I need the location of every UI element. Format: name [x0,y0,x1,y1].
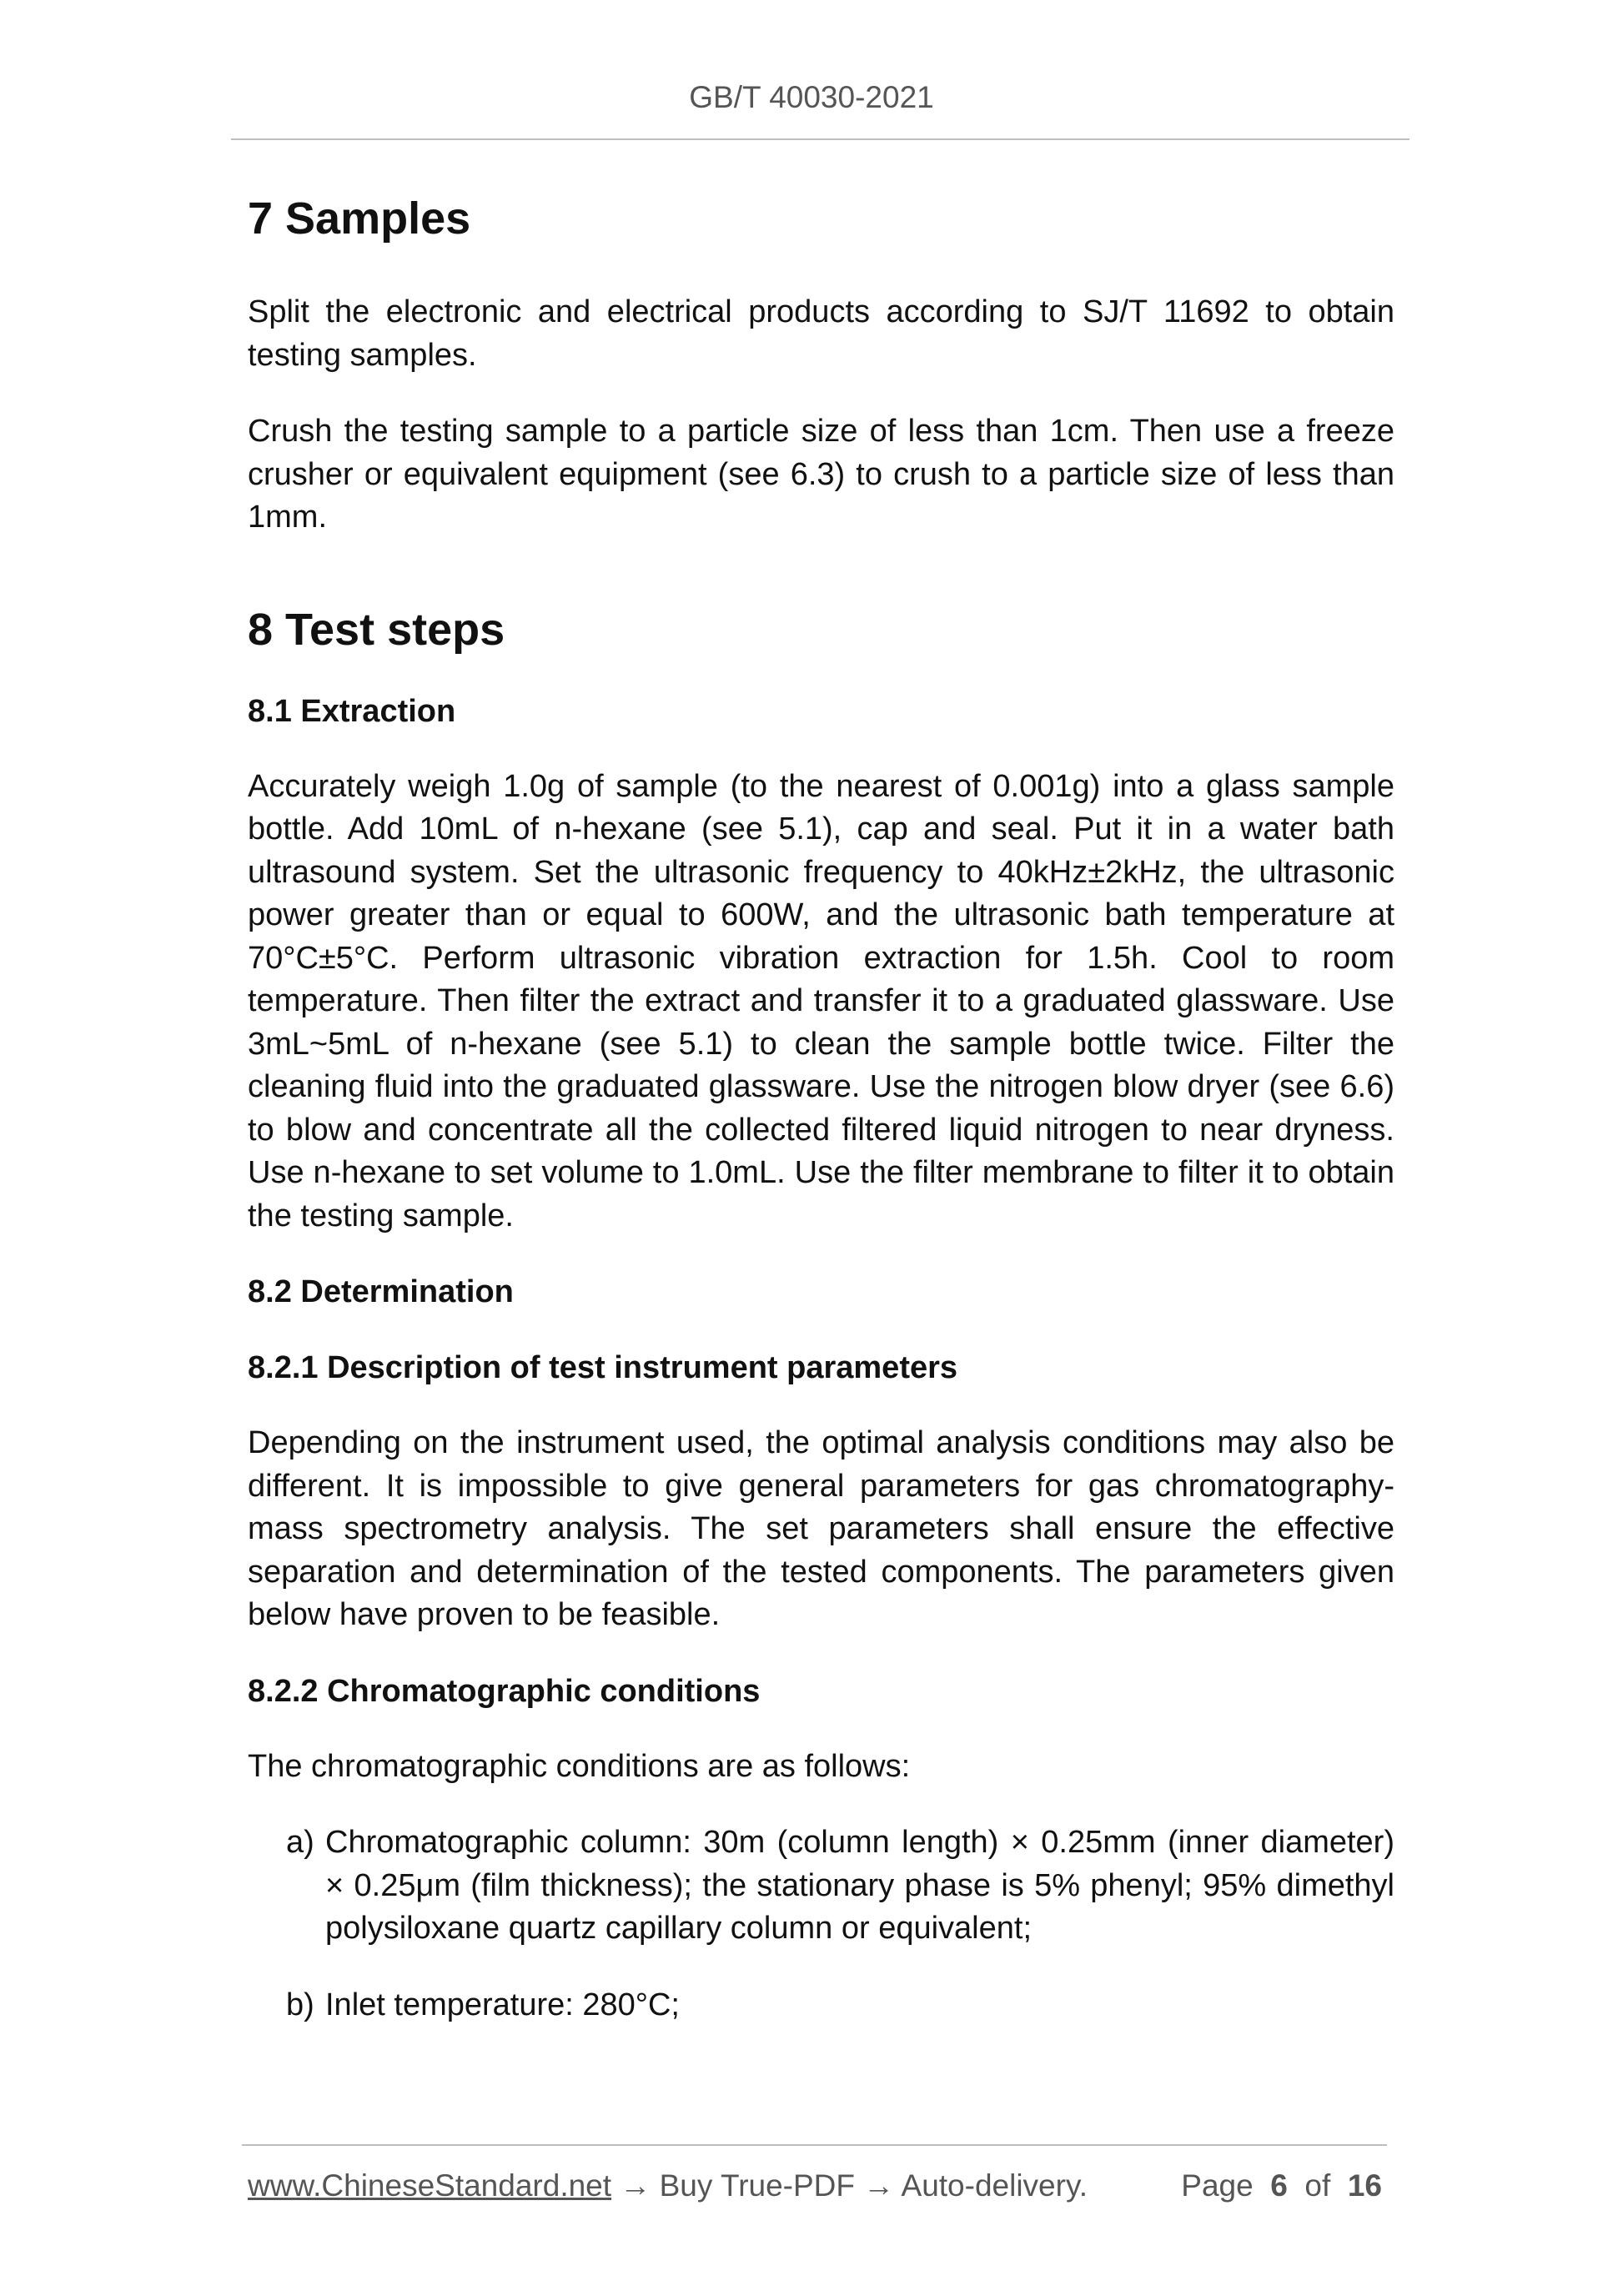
section-8-2-1-paragraph: Depending on the instrument used, the optimal analysis conditions may also be different. It is impossible to give general parameters for gas chromatography-mass spectrometry analysis. The set parameters shall ensure the effective separation and determination of the tested components. The parameters given below have proven to be feasible. [248,1425,1394,1632]
section-8-2-2-heading: 8.2.2 Chromatographic conditions [248,1673,761,1709]
page-current: 6 [1270,2168,1288,2203]
page-header: GB/T 40030-2021 [689,80,934,114]
section-8-1-paragraph: Accurately weigh 1.0g of sample (to the nearest of 0.001g) into a glass sample bottle. Add 10mL of n-hexane (see 5.1), cap and seal. Put it in a water bath ultrasound system. Set the ultrasonic frequency to 40kHz±2kHz, the ultrasonic power greater than or equal to 600W, and the ultrasonic bath temperature at 70°C±5°C. Perform ultrasonic vibration extraction for 1.5h. Cool to room temperature. Then filter the extract and transfer it to a graduated glassware. Use 3mL~5mL of n-hexane (see 5.1) to clean the sample bottle twice. Filter the cleaning fluid into the graduated glassware. Use the nitrogen blow dryer (see 6.6) to blow and concentrate all the collected filtered liquid nitrogen to near dryness. Use n-hexane to set volume to 1.0mL. Use the filter membrane to filter it to obtain the testing sample. [248,768,1394,1233]
section-8-2-2-paragraph: The chromatographic conditions are as follows: [248,1748,911,1784]
list-item-text: Inlet temperature: 280°C; [325,1987,680,2022]
section-7-paragraph-1: Split the electronic and electrical products according to SJ/T 11692 to obtain testing samples. [248,294,1394,373]
list-marker: b) [286,1987,314,2022]
section-8-1-heading: 8.1 Extraction [248,693,456,729]
footer-tagline: → Buy True-PDF → Auto-delivery. [611,2168,1088,2203]
section-8-2-heading: 8.2 Determination [248,1274,514,1309]
section-7-paragraph-2: Crush the testing sample to a particle size of less than 1cm. Then use a freeze crusher or equivalent equipment (see 6.3) to crush to a particle size of less than 1mm. [248,414,1394,535]
header-divider [231,138,1409,140]
website-link[interactable]: www.ChineseStandard.net [248,2168,612,2203]
page-word: Page [1181,2168,1254,2203]
list-item-text: Chromatographic column: 30m (column length) × 0.25mm (inner diameter) × 0.25μm (film thickness); the stationary phase is 5% phenyl; 95% dimethyl polysiloxane quartz capillary column or equivalent; [325,1825,1394,1946]
list-item [248,1821,1394,1951]
footer-divider [242,2144,1387,2146]
document-body [248,185,1394,2027]
page-total: 16 [1347,2168,1382,2203]
section-7-heading: 7 Samples [248,193,471,244]
page-footer [248,2168,1382,2210]
list-item [248,1984,1394,2027]
section-8-heading: 8 Test steps [248,604,505,655]
of-word: of [1304,2168,1331,2203]
section-8-2-1-heading: 8.2.1 Description of test instrument parameters [248,1350,958,1385]
page-indicator [1181,2168,1382,2203]
list-marker: a) [286,1825,314,1860]
